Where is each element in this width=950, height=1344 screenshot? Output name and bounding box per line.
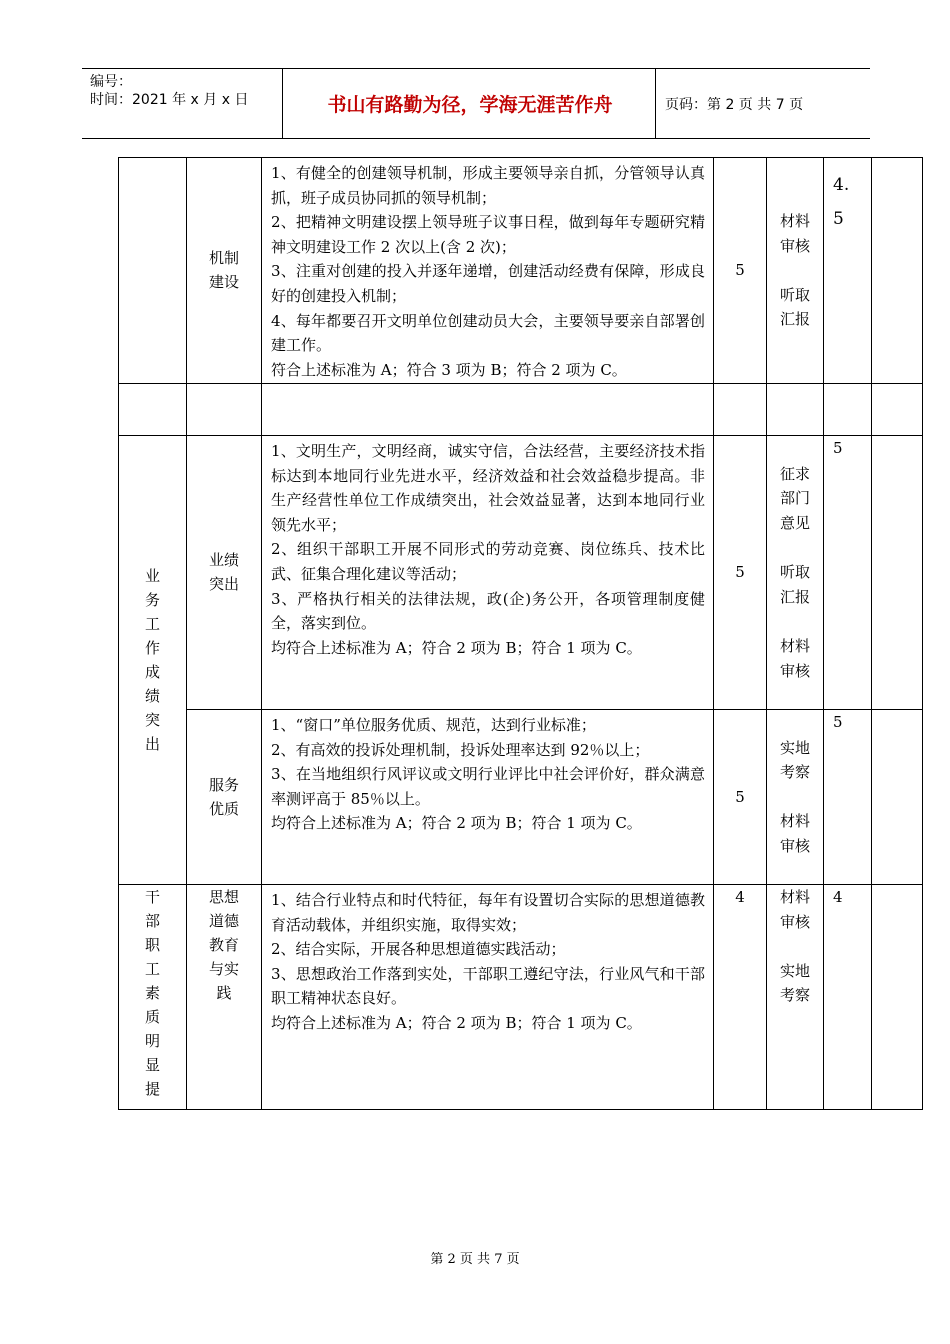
subcategory-label: 思想道德教育与实践 <box>208 888 239 1002</box>
method-line: 汇报 <box>779 310 810 329</box>
empty-cell <box>187 384 262 436</box>
standard-item: 3、注重对创建的投入并逐年递增，创建活动经费有保障，形成良好的创建投入机制； <box>271 262 705 305</box>
standards-cell <box>262 710 714 885</box>
method-line: 考察 <box>779 763 810 782</box>
subcategory-cell <box>187 436 262 710</box>
empty-cell <box>714 384 767 436</box>
subcategory-label: 机制建设 <box>208 249 239 292</box>
score-value: 5 <box>735 261 745 280</box>
page-footer: 第 2 页 共 7 页 <box>430 1252 520 1267</box>
subcategory-label: 服务优质 <box>208 775 239 818</box>
standard-item: 3、思想政治工作落到实处，干部职工遵纪守法，行业风气和干部职工精神状态良好。 <box>271 964 705 1008</box>
standard-item: 1、“窗口”单位服务优质、规范，达到行业标准； <box>271 716 596 734</box>
got-score-value: 4.5 <box>833 175 850 229</box>
standards-cell <box>262 158 714 384</box>
empty-cell <box>119 384 187 436</box>
got-score-value: 4 <box>833 888 843 906</box>
standard-item: 2、有高效的投诉处理机制，投诉处理率达到 92％以上； <box>271 740 650 759</box>
category-label: 业务工作成绩突出 <box>144 566 160 753</box>
score-value: 5 <box>735 563 745 582</box>
standard-grading: 均符合上述标准为 A；符合 2 项为 B；符合 1 项为 C。 <box>271 1013 642 1032</box>
method-line <box>767 785 823 810</box>
standards-cell <box>262 436 714 710</box>
remark-cell <box>872 158 923 384</box>
standard-item: 3、在当地组织行风评议或文明行业评比中社会评价好，群众满意率测评高于 85％以上。 <box>271 765 705 808</box>
header-motto: 书山有路勤为径，学海无涯苦作舟 <box>327 94 613 116</box>
remark-cell <box>872 436 923 710</box>
evaluation-table <box>118 157 923 1110</box>
method-line <box>767 536 823 561</box>
method-line: 审核 <box>779 912 810 931</box>
subcategory-cell <box>187 158 262 384</box>
got-score-value: 5 <box>833 439 843 457</box>
standard-grading: 均符合上述标准为 A；符合 2 项为 B；符合 1 项为 C。 <box>271 814 642 833</box>
number-label: 编号： <box>90 74 132 90</box>
subcategory-cell <box>187 885 262 1110</box>
method-line: 审核 <box>779 661 810 680</box>
standard-item: 1、结合行业特点和时代特征，每年有设置切合实际的思想道德教育活动载体，并组织实施，取得实效； <box>271 891 705 934</box>
header-page-info: 页码：第 2 页 共 7 页 <box>665 96 804 113</box>
standards-cell <box>262 885 714 1110</box>
method-line: 听取 <box>779 563 810 582</box>
subcategory-cell <box>187 710 262 885</box>
table-row <box>119 158 923 384</box>
score-value: 4 <box>735 888 745 906</box>
method-line: 汇报 <box>779 587 810 606</box>
method-line: 审核 <box>779 236 810 255</box>
got-score-value: 5 <box>833 713 843 731</box>
got-score-cell <box>824 436 872 710</box>
header-meta <box>90 73 248 109</box>
method-line <box>767 258 823 283</box>
method-line <box>767 934 823 959</box>
method-cell <box>767 158 824 384</box>
category-cell <box>119 158 187 384</box>
method-line: 材料 <box>779 212 810 231</box>
method-line: 部门 <box>779 489 810 508</box>
method-line: 实地 <box>779 738 810 757</box>
standard-item: 1、有健全的创建领导机制，形成主要领导亲自抓，分管领导认真抓，班子成员协同抓的领导机制； <box>271 164 705 207</box>
time-label: 时间：2021 年 x 月 x 日 <box>90 92 249 108</box>
category-cell <box>119 436 187 885</box>
standard-grading: 均符合上述标准为 A；符合 2 项为 B；符合 1 项为 C。 <box>271 638 642 657</box>
empty-cell <box>767 384 824 436</box>
method-line: 材料 <box>779 888 810 906</box>
method-line: 实地 <box>779 961 810 980</box>
method-line: 审核 <box>779 836 810 855</box>
table-row <box>119 436 923 710</box>
method-line: 材料 <box>779 812 810 831</box>
standard-grading: 符合上述标准为 A；符合 3 项为 B；符合 2 项为 C。 <box>271 360 627 379</box>
table-row <box>119 710 923 885</box>
standard-item: 4、每年都要召开文明单位创建动员大会，主要领导要亲自部署创建工作。 <box>271 311 705 355</box>
method-line: 征求 <box>779 464 810 483</box>
got-score-cell <box>824 158 872 384</box>
score-value: 5 <box>735 787 745 806</box>
remark-cell <box>872 710 923 885</box>
method-line: 听取 <box>779 285 810 304</box>
method-line: 考察 <box>779 986 810 1005</box>
category-cell <box>119 885 187 1110</box>
method-cell <box>767 710 824 885</box>
standard-item: 2、结合实际，开展各种思想道德实践活动； <box>271 940 566 959</box>
got-score-cell <box>824 710 872 885</box>
table-row <box>119 885 923 1110</box>
category-label: 干部职工素质明显提 <box>144 888 160 1098</box>
score-cell <box>714 710 767 885</box>
method-cell <box>767 436 824 710</box>
standard-item: 1、文明生产，文明经商，诚实守信，合法经营，主要经济技术指标达到本地同行业先进水平，经济效益和社会效益稳步提高。非生产经营性单位工作成绩突出，社会效益显著，达到本地同行业领先水平； <box>271 442 705 534</box>
method-line <box>767 609 823 634</box>
method-line: 材料 <box>779 636 810 655</box>
remark-cell <box>872 885 923 1110</box>
empty-cell <box>824 384 872 436</box>
empty-cell <box>262 384 714 436</box>
method-cell <box>767 885 824 1110</box>
header-divider <box>655 69 656 138</box>
header-divider <box>282 69 283 138</box>
score-cell <box>714 436 767 710</box>
got-score-cell <box>824 885 872 1110</box>
standard-item: 3、严格执行相关的法律法规，政(企)务公开，各项管理制度健全，落实到位。 <box>271 589 705 633</box>
subcategory-label: 业绩突出 <box>208 551 239 594</box>
score-cell <box>714 885 767 1110</box>
table-row <box>119 384 923 436</box>
method-line: 意见 <box>779 514 810 533</box>
empty-cell <box>872 384 923 436</box>
standard-item: 2、把精神文明建设摆上领导班子议事日程，做到每年专题研究精神文明建设工作 2 次以上(含 2 次)； <box>271 213 705 256</box>
score-cell <box>714 158 767 384</box>
standard-item: 2、组织干部职工开展不同形式的劳动竞赛、岗位练兵、技术比武、征集合理化建议等活动； <box>271 540 705 583</box>
page-header <box>82 68 870 139</box>
